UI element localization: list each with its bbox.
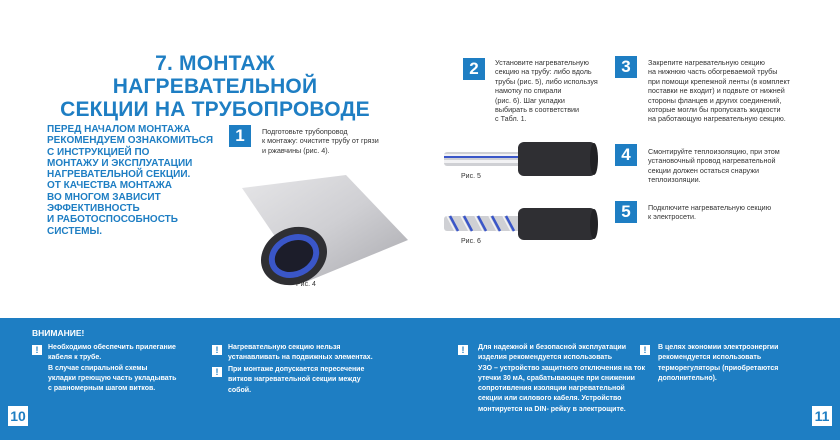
step-1-number: 1 — [229, 125, 251, 147]
step-line: секцию на трубу: либо вдоль — [495, 67, 592, 77]
intro-line: МОНТАЖУ И ЭКСПЛУАТАЦИИ — [47, 157, 193, 169]
intro-line: ВО МНОГОМ ЗАВИСИТ — [47, 191, 161, 203]
intro-line: ЭФФЕКТИВНОСТЬ — [47, 203, 140, 215]
step-3-number: 3 — [615, 56, 637, 78]
warning-line: Необходимо обеспечить прилегание — [48, 344, 176, 351]
figure-5-caption: Рис. 5 — [461, 173, 481, 180]
step-line: которые могли бы пропускать жидкости — [648, 105, 781, 115]
warning-line: В случае спиральной схемы — [48, 364, 148, 372]
warning-line: Для надежной и безопасной эксплуатации — [478, 344, 627, 351]
warning-line: рекомендуется использовать — [658, 354, 762, 362]
step-line: на нижнюю часть обогреваемой трубы — [648, 67, 778, 77]
intro-line: С ИНСТРУКЦИЕЙ ПО — [47, 146, 150, 158]
warning-line: изделия рекомендуется использовать — [478, 354, 613, 362]
page-number-left: 10 — [8, 406, 28, 426]
step-2-number: 2 — [463, 58, 485, 80]
intro-line: НАГРЕВАТЕЛЬНОЙ СЕКЦИИ. — [47, 169, 191, 181]
warning-line: утечки 30 мА, срабатывающее при снижении — [478, 374, 635, 382]
step-line: установочный провод нагревательной — [648, 156, 776, 166]
title-line-2: СЕКЦИИ НА ТРУБОПРОВОДЕ — [60, 98, 370, 121]
step-line: поставки не входит) и подвьте от нижней — [648, 86, 785, 96]
step-line: Подготовьте трубопровод — [262, 127, 348, 136]
page-title — [50, 52, 380, 121]
figure-6-caption: Рис. 6 — [461, 238, 481, 245]
warning-line: терморегуляторы (приобретаются — [658, 364, 779, 372]
intro-line: ПЕРЕД НАЧАЛОМ МОНТАЖА — [47, 124, 191, 135]
warning-line: сопротивления изоляции нагревательной — [478, 385, 625, 393]
warning-line: с равномерным шагом витков. — [48, 385, 156, 393]
step-1-text — [262, 127, 402, 155]
step-line: Установите нагревательную — [495, 58, 589, 67]
warning-item-4 — [478, 343, 648, 415]
step-line: Подключите нагревательную секцию — [648, 203, 772, 212]
warning-item-2 — [228, 343, 408, 364]
warning-exclamation-icon: ! — [32, 345, 42, 355]
warning-item-5 — [658, 343, 818, 384]
step-line: к монтажу: очистите трубу от грязи — [262, 136, 379, 146]
step-line: секции должен остаться снаружи — [648, 165, 760, 175]
step-line: с Табл. 1. — [495, 114, 527, 124]
warning-line: кабеля к трубе. — [48, 354, 102, 362]
step-line: к электросети. — [648, 212, 697, 222]
warning-exclamation-icon: ! — [212, 367, 222, 377]
step-line: (рис. 6). Шаг укладки — [495, 95, 565, 105]
step-line: на работающую нагревательную секцию. — [648, 114, 786, 124]
warning-line: дополнительно). — [658, 374, 717, 382]
step-line: теплоизоляции. — [648, 175, 701, 185]
warning-line: При монтаже допускается пересечение — [228, 366, 365, 373]
step-3-text — [648, 58, 818, 124]
step-line: при помощи крепежной ленты (в комплект — [648, 76, 790, 86]
warning-exclamation-icon: ! — [458, 345, 468, 355]
step-2-text — [495, 58, 615, 124]
figure-4-caption: Рис. 4 — [296, 281, 316, 288]
warning-line: устанавливать на подвижных элементах. — [228, 354, 373, 362]
step-line: намотку по спирали — [495, 86, 562, 96]
step-line: выбирать в соответствии — [495, 105, 580, 115]
step-line: стороны фланцев и других соединений, — [648, 95, 782, 105]
step-5-number: 5 — [615, 201, 637, 223]
warning-line: секции или силового кабеля. Устройство — [478, 395, 622, 403]
intro-line: СИСТЕМЫ. — [47, 225, 103, 237]
intro-line: ОТ КАЧЕСТВА МОНТАЖА — [47, 180, 173, 192]
step-line: Смонтируйте теплоизоляцию, при этом — [648, 147, 780, 156]
warning-item-1 — [48, 343, 208, 394]
warning-title: ВНИМАНИЕ! — [32, 328, 85, 338]
pipe-spiral-cable-image — [442, 206, 602, 242]
intro-line: И РАБОТОСПОСОБНОСТЬ — [47, 214, 178, 226]
warning-item-3 — [228, 365, 408, 396]
warning-line: В целях экономии электроэнергии — [658, 344, 779, 351]
warning-line: монтируется на DIN- рейку в электрощите. — [478, 405, 626, 413]
step-line: Закрепите нагревательную секцию — [648, 58, 765, 67]
intro-text — [47, 124, 232, 237]
page-number-right: 11 — [812, 406, 832, 426]
warning-exclamation-icon: ! — [640, 345, 650, 355]
step-line: и ржавчины (рис. 4). — [262, 145, 330, 155]
step-4-text — [648, 147, 818, 185]
pipe-cross-section-image — [236, 170, 416, 290]
warning-line: витков нагревательной секции между — [228, 376, 361, 384]
warning-exclamation-icon: ! — [212, 345, 222, 355]
warning-line: собой. — [228, 386, 252, 394]
warning-line: УЗО – устройство защитного отключения на ток — [478, 364, 645, 372]
warning-line: Нагревательную секцию нельзя — [228, 344, 341, 351]
step-5-text — [648, 203, 818, 222]
intro-line: РЕКОМЕНДУЕМ ОЗНАКОМИТЬСЯ — [47, 135, 214, 147]
title-line-1: 7. МОНТАЖ НАГРЕВАТЕЛЬНОЙ — [112, 52, 318, 98]
step-line: трубы (рис. 5), либо используя — [495, 76, 598, 86]
warning-line: укладки греющую часть укладывать — [48, 374, 177, 382]
step-4-number: 4 — [615, 144, 637, 166]
